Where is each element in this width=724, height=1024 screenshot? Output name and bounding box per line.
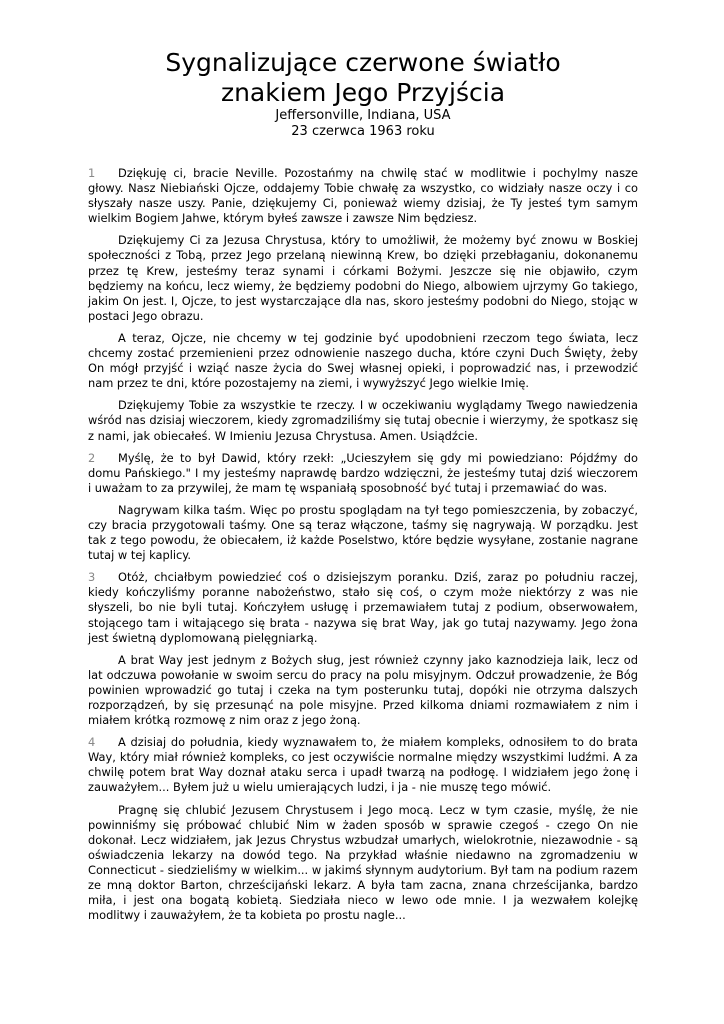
- paragraph-text: Pragnę się chlubić Jezusem Chrystusem i Jego mocą. Lecz w tym czasie, myślę, że nie powinniśmy się próbować chlubić Nim w żaden sposób w sprawie czegoś - czego On nie dokonał. Lecz widziałem, jak Jezus Chrystus wzbudzał umarłych, wielokrotnie, niezawodnie - są oświadczenia lekarzy na dowód tego. Na przykład właśnie niedawno na zgromadzeniu w Connecticut - siedzieliśmy w wielkim... w jakimś słynnym audytorium. Był tam na podium razem ze mną doktor Barton, chrześcijański lekarz. A była tam zacna, znana chrześcijanka, bardzo miła, i jest ona bogatą kobietą. Siedziała nieco w lewo ode mnie. I ja wezwałem kolejkę modlitwy i zauważyłem, że ta kobieta po prostu nagle...: [88, 802, 638, 923]
- paragraph: [88, 735, 638, 795]
- paragraph: [88, 166, 638, 226]
- paragraph-number: 4: [88, 735, 96, 750]
- document-place: Jeffersonville, Indiana, USA: [275, 108, 451, 123]
- paragraph: [88, 398, 638, 443]
- document-body: [88, 166, 638, 923]
- paragraph-text: Dziękujemy Tobie za wszystkie te rzeczy. I w oczekiwaniu wyglądamy Twego nawiedzenia wśród nas dzisiaj wieczorem, kiedy zgromadziliśmy się tutaj obecnie i wierzymy, że spotkasz się z nami, jak obiecałeś. W Imieniu Jezusa Chrystusa. Amen. Usiądźcie.: [88, 398, 638, 443]
- paragraph-number: 2: [88, 450, 96, 465]
- paragraph-text: Dziękujemy Ci za Jezusa Chrystusa, który to umożliwił, że możemy być znowu w Boskiej społeczności z Tobą, przez Jego przelaną niewinną Krew, bo dzięki przebłaganiu, dokonanemu przez tę Krew, jesteśmy teraz synami i córkami Bożymi. Jeszcze się nie objawiło, czym będziemy na końcu, lecz wiemy, że będziemy podobni do Niego, albowiem ujrzymy Go takiego, jakim On jest. I, Ojcze, to jest wystarczające dla nas, skoro jesteśmy podobni do Niego, stojąc w postaci Jego obrazu.: [88, 233, 638, 323]
- paragraph: [88, 653, 638, 728]
- paragraph-text: A dzisiaj do południa, kiedy wyznawałem to, że miałem kompleks, odnosiłem to do brata Way, który miał również kompleks, co jest oczywiście normalne między wszystkimi ludźmi. A za chwilę potem brat Way doznał ataku serca i upadł twarzą na podłogę. I widziałem jego żonę i zauważyłem... Byłem już u wielu umierających ludzi, i ja - nie muszę tego mówić.: [88, 735, 638, 795]
- paragraph: [88, 233, 638, 324]
- paragraph: [88, 451, 638, 496]
- paragraph-text: Dziękuję ci, bracie Neville. Pozostańmy na chwilę stać w modlitwie i pochylmy nasze głowy. Nasz Niebiański Ojcze, oddajemy Tobie chwałę za wszystko, co widziały nasze oczy i co słyszały nasze uszy. Panie, dziękujemy Ci, ponieważ wiemy dzisiaj, że Ty jesteś tym samym wielkim Bogiem Jahwe, którym byłeś zawsze i zawsze Nim będziesz.: [88, 166, 638, 226]
- document-title: [88, 48, 638, 108]
- paragraph: [88, 803, 638, 924]
- paragraph: [88, 503, 638, 563]
- paragraph-text: Otóż, chciałbym powiedzieć coś o dzisiejszym poranku. Dziś, zaraz po południu raczej, kiedy kończyliśmy poranne nabożeństwo, stało się coś, o czym może niektórzy z was nie słyszeli, bo nie byli tutaj. Kończyłem usługę i przemawiałem tutaj z podium, obserwowałem, stojącego tam i witającego się brata - nazywa się brat Way, jak go tutaj nazywamy. Jego żona jest świetną dyplomowaną pielęgniarką.: [88, 570, 638, 645]
- paragraph-text: Nagrywam kilka taśm. Więc po prostu spoglądam na tył tego pomieszczenia, by zobaczyć, czy bracia przygotowali taśmy. One są teraz włączone, taśmy się nagrywają. W porządku. Jest tak z tego powodu, że obiecałem, iż każde Poselstwo, które będzie wysyłane, zostanie nagrane tutaj w tej kaplicy.: [88, 502, 638, 563]
- title-line-2: znakiem Jego Przyjścia: [220, 78, 506, 107]
- title-line-1: Sygnalizujące czerwone światło: [165, 48, 561, 77]
- document-date: 23 czerwca 1963 roku: [291, 124, 435, 139]
- document-page: [88, 48, 638, 930]
- paragraph: [88, 570, 638, 645]
- paragraph-text: Myślę, że to był Dawid, który rzekł: „Ucieszyłem się gdy mi powiedziano: Pójdźmy do domu Pańskiego." I my jesteśmy naprawdę bardzo wdzięczni, że jesteśmy tutaj dziś wieczorem i uważam to za przywilej, że mam tę wspaniałą sposobność być tutaj i przemawiać do was.: [88, 450, 638, 495]
- paragraph-text: A teraz, Ojcze, nie chcemy w tej godzinie być upodobnieni rzeczom tego świata, lecz chcemy zostać przemienieni przez odnowienie naszego ducha, które czyni Duch Święty, żeby On mógł przyjść i wziąć nasze życia do Swej własnej opieki, i poprowadzić nas, i przewodzić nam przez te dni, które pozostajemy na ziemi, i wywyższyć Jego wielkie Imię.: [88, 330, 638, 391]
- paragraph-number: 1: [88, 166, 96, 180]
- paragraph-text: A brat Way jest jednym z Bożych sług, jest również czynny jako kaznodzieja laik, lecz od lat odczuwa powołanie w swoim sercu do pracy na polu misyjnym. Odczuł prowadzenie, że Bóg powinien wprowadzić go tutaj i czeka na tym posterunku tutaj, dopóki nie otrzyma dalszych rozporządzeń, by się przesunąć na pole misyjne. Przed kilkoma dniami rozmawiałem z nim i miałem krótką rozmowę z nim oraz z jego żoną.: [88, 652, 638, 728]
- paragraph: [88, 331, 638, 391]
- paragraph-number: 3: [88, 570, 96, 585]
